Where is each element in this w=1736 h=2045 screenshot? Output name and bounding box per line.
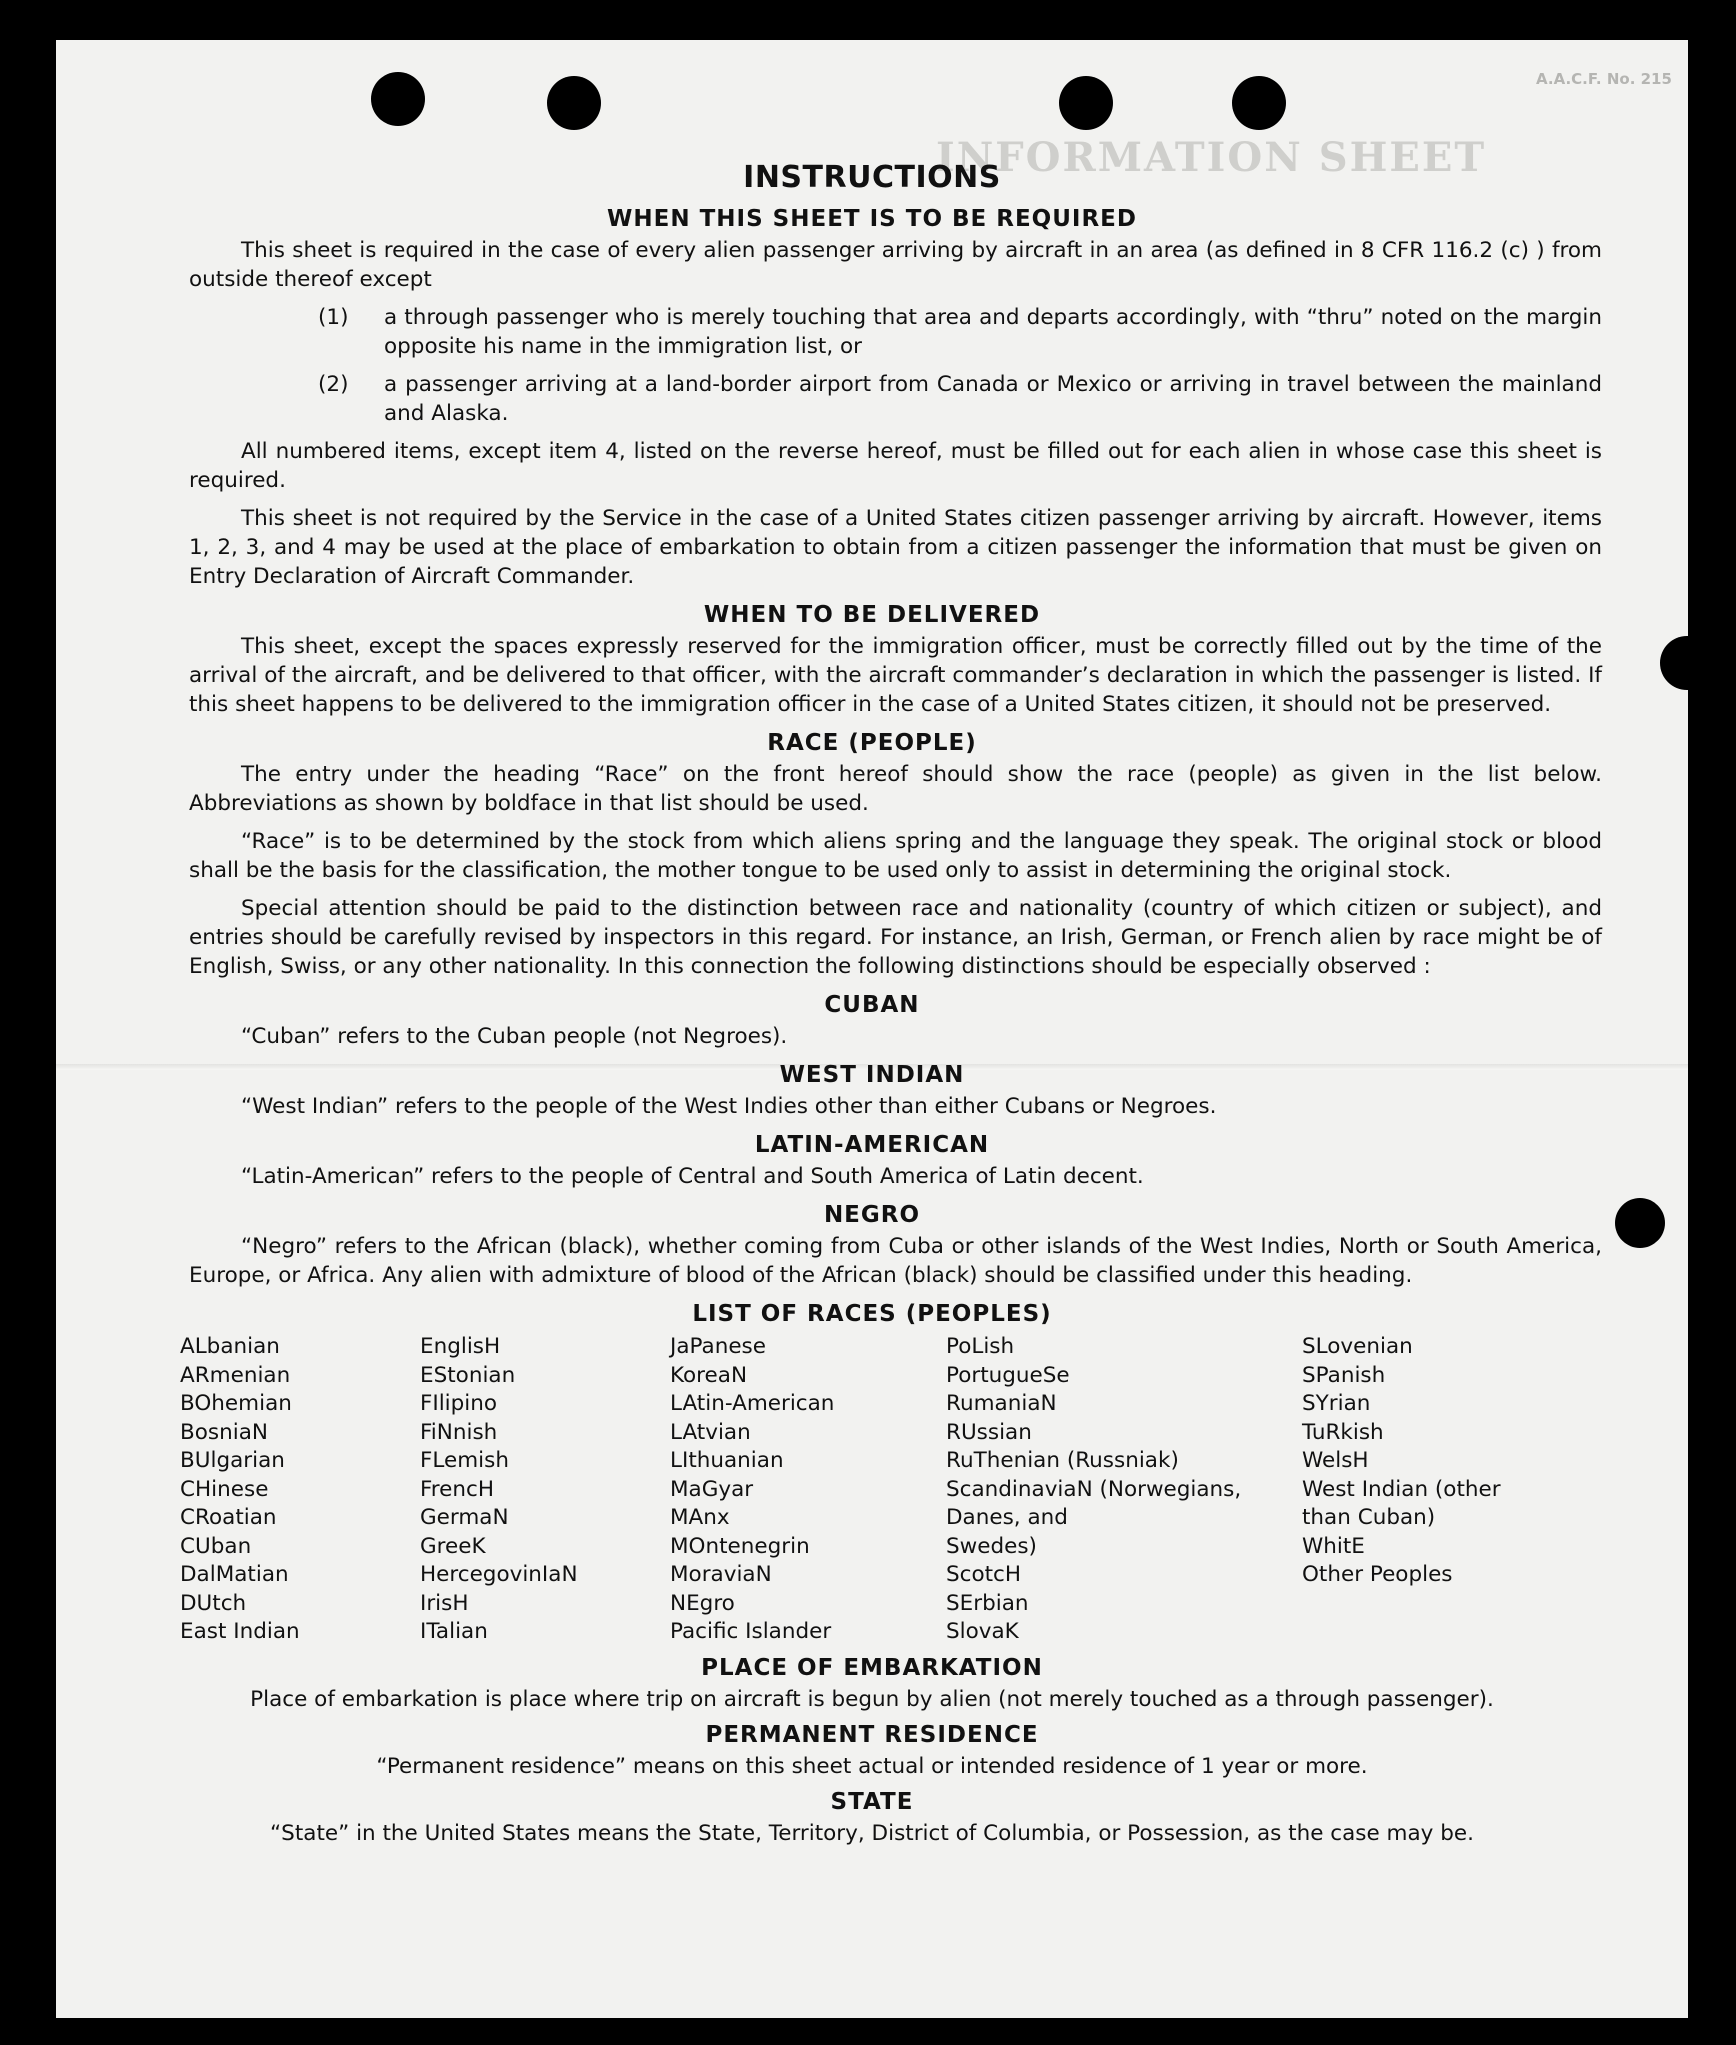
heading-embarkation: PLACE OF EMBARKATION [701,1654,1043,1681]
race-entry: ScotcH [946,1562,1022,1587]
race-entry: HercegovinIaN [420,1562,578,1587]
race-entry: than Cuban) [1302,1505,1436,1530]
required-para-3: This sheet is not required by the Service in the case of a United States citizen passenger arriving by aircraft. However, items 1, 2, 3, and 4 may be used at the place of embarkation to obtain from a citizen passenger the information that must be given on Entry Declaration of Aircraft Commander. [189,506,1602,589]
race-para-1: The entry under the heading “Race” on the front hereof should show the race (people) as given in the list below. Abbreviations as shown by boldface in that list should be used. [189,762,1602,816]
race-entry: CRoatian [180,1505,277,1530]
race-entry: CHinese [180,1476,269,1502]
race-entry: CUban [180,1533,252,1559]
race-entry: MOntenegrin [670,1533,810,1559]
race-entry: Swedes) [946,1533,1037,1559]
race-entry: PoLish [946,1334,1015,1359]
heading-residence: PERMANENT RESIDENCE [705,1721,1039,1748]
punch-hole [1232,76,1286,130]
races-column [420,1333,670,1647]
race-entry: GreeK [420,1533,486,1559]
race-entry: ALbanian [180,1334,280,1359]
race-entry: ScandinaviaN (Norwegians, [946,1476,1242,1502]
punch-hole [371,72,425,126]
race-entry: FLemish [420,1448,509,1473]
race-entry: RuThenian (Russniak) [946,1448,1179,1473]
page-title: INSTRUCTIONS [743,160,1001,195]
race-entry: Pacific Islander [670,1619,832,1644]
race-entry: MAnx [670,1505,730,1530]
race-entry: MoraviaN [670,1562,772,1587]
heading-latin-american: LATIN-AMERICAN [754,1132,990,1158]
residence-text: “Permanent residence” means on this sheet actual or intended residence of 1 year or more. [376,1753,1368,1779]
exception-number: (2) [318,372,349,397]
heading-delivered: WHEN TO BE DELIVERED [703,602,1041,628]
punch-hole [547,76,601,130]
race-entry: FiNnish [420,1419,498,1445]
race-entry: MaGyar [670,1476,754,1502]
exception-item [56,303,1688,361]
race-entry: EnglisH [420,1334,501,1359]
negro-text: “Negro” refers to the African (black), whether coming from Cuba or other islands of the West Indies, North or South America, Europe, or Africa. Any alien with admixture of blood of the African (black) should be classified under this heading. [189,1234,1602,1288]
race-entry: West Indian (other [1302,1476,1501,1502]
race-entry: ITalian [420,1619,488,1644]
race-entry: TuRkish [1302,1419,1384,1445]
heading-required: WHEN THIS SHEET IS TO BE REQUIRED [607,206,1137,232]
state-text: “State” in the United States means the State, Territory, District of Columbia, or Possession, as the case may be. [270,1820,1474,1846]
exception-number: (1) [318,305,349,330]
race-para-2: “Race” is to be determined by the stock from which aliens spring and the language they speak. The original stock or blood shall be the basis for the classification, the mother tongue to be used only to assist in determining the original stock. [189,829,1602,883]
race-entry: RumaniaN [946,1391,1057,1416]
race-entry: DUtch [180,1590,247,1616]
race-entry: BOhemian [180,1391,292,1416]
race-entry: SYrian [1302,1391,1371,1416]
required-para-2: All numbered items, except item 4, listed on the reverse hereof, must be filled out for each alien in whose case this sheet is required. [189,439,1602,493]
instructions-body [56,158,1688,1854]
race-entry: DalMatian [180,1562,289,1587]
form-number: A.A.C.F. No. 215 [1536,70,1672,88]
races-column [670,1333,946,1647]
latin-american-text: “Latin-American” refers to the people of Central and South America of Latin decent. [241,1164,1144,1189]
race-entry: ARmenian [180,1362,291,1388]
race-entry: NEgro [670,1590,735,1616]
races-column [946,1333,1302,1647]
required-intro: This sheet is required in the case of every alien passenger arriving by aircraft in an area (as defined in 8 CFR 116.2 (c) ) from outside thereof except [189,238,1602,292]
race-entry: IrisH [420,1590,469,1616]
heading-west-indian: WEST INDIAN [779,1062,965,1088]
race-entry: RUssian [946,1419,1032,1445]
race-entry: GermaN [420,1505,509,1530]
race-entry: LAtin-American [670,1391,835,1416]
race-entry: SErbian [946,1590,1029,1616]
race-entry: EStonian [420,1362,516,1388]
race-entry: LAtvian [670,1419,751,1445]
race-entry: JaPanese [670,1334,766,1359]
races-column [1302,1333,1582,1647]
heading-state: STATE [830,1788,914,1815]
punch-hole [1059,76,1113,130]
race-entry: LIthuanian [670,1448,784,1473]
heading-list-of-races: LIST OF RACES (PEOPLES) [692,1301,1052,1327]
race-entry: WhitE [1302,1533,1365,1559]
exception-text: a through passenger who is merely touching that area and departs accordingly, with “thru” noted on the margin opposite his name in the immigration list, or [384,305,1602,359]
race-entry: Danes, and [946,1505,1068,1530]
cuban-text: “Cuban” refers to the Cuban people (not Negroes). [241,1024,788,1049]
race-entry: FrencH [420,1476,495,1502]
race-entry: BosniaN [180,1419,268,1445]
heading-negro: NEGRO [823,1202,921,1228]
races-column [180,1333,420,1647]
race-entry: East Indian [180,1619,300,1644]
race-entry: WelsH [1302,1448,1369,1473]
race-entry: KoreaN [670,1362,748,1388]
race-entry: SPanish [1302,1362,1386,1388]
document-page [56,40,1688,2018]
bleed-through-title: INFORMATION SHEET [936,134,1487,181]
race-entry: Other Peoples [1302,1562,1453,1587]
race-entry: SlovaK [946,1619,1019,1644]
race-entry: SLovenian [1302,1334,1413,1359]
heading-cuban: CUBAN [824,992,920,1018]
race-entry: PortugueSe [946,1362,1070,1388]
exception-item [56,370,1688,428]
race-entry: BUlgarian [180,1448,285,1473]
exception-text: a passenger arriving at a land-border airport from Canada or Mexico or arriving in travel between the mainland and Alaska. [384,372,1602,426]
heading-race: RACE (PEOPLE) [767,730,977,756]
race-para-3: Special attention should be paid to the distinction between race and nationality (country of which citizen or subject), and entries should be carefully revised by inspectors in this regard. For instance, an Irish, German, or French alien by race might be of English, Swiss, or any other nationality. In this connection the following distinctions should be especially observed : [189,896,1602,979]
races-list [56,1333,1688,1647]
embarkation-text: Place of embarkation is place where trip on aircraft is begun by alien (not merely touched as a through passenger). [250,1686,1494,1712]
west-indian-text: “West Indian” refers to the people of the West Indies other than either Cubans or Negroes. [241,1094,1217,1119]
delivered-text: This sheet, except the spaces expressly reserved for the immigration officer, must be correctly filled out by the time of the arrival of the aircraft, and be delivered to that officer, with the aircraft commander’s declaration in which the passenger is listed. If this sheet happens to be delivered to the immigration officer in the case of a United States citizen, it should not be preserved. [189,634,1602,717]
race-entry: FIlipino [420,1391,498,1416]
